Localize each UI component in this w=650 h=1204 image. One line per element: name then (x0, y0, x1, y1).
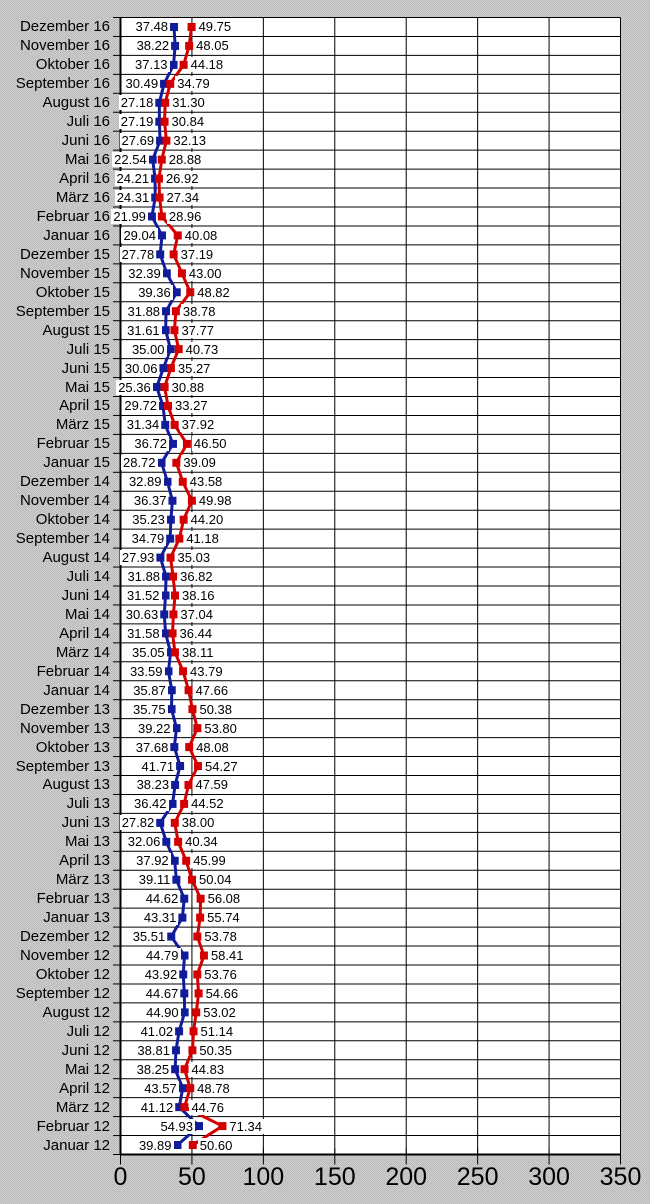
series-2-red-marker (165, 402, 172, 409)
category-label: Juli 16 (66, 113, 110, 131)
series-1-blue-marker (168, 706, 175, 713)
category-label: Januar 15 (43, 454, 110, 472)
series-2-red-marker (188, 497, 195, 504)
category-label: Februar 12 (36, 1117, 110, 1135)
series-2-red-marker (180, 516, 187, 523)
series-2-red-marker (175, 838, 182, 845)
series-2-red-marker (185, 781, 192, 788)
series-1-blue-value-label: 44.67 (145, 985, 179, 1001)
x-axis-label: 250 (456, 1163, 499, 1191)
series-2-red-marker (174, 232, 181, 239)
series-1-blue-value-label: 27.69 (121, 133, 155, 149)
category-label: Juni 12 (61, 1041, 110, 1059)
series-1-blue-value-label: 43.92 (144, 966, 178, 982)
series-1-blue-value-label: 28.72 (122, 455, 156, 471)
series-2-red-value-label: 38.00 (181, 815, 215, 831)
series-1-blue-value-label: 31.34 (126, 417, 160, 433)
series-1-blue-marker (173, 876, 180, 883)
category-label: Mai 16 (64, 151, 110, 169)
series-2-red-value-label: 38.78 (182, 303, 216, 319)
category-label: Januar 14 (43, 681, 110, 699)
category-label: Mai 13 (64, 833, 110, 851)
category-label: Dezember 15 (19, 245, 110, 263)
category-label: Juli 15 (66, 340, 110, 358)
category-label: September 12 (15, 984, 110, 1002)
series-2-red-value-label: 40.34 (185, 834, 218, 850)
series-1-blue-marker (158, 459, 165, 466)
series-2-red-marker (158, 213, 165, 220)
category-label: Oktober 12 (35, 965, 110, 983)
series-1-blue-value-label: 39.36 (138, 284, 171, 300)
category-label: Februar 16 (36, 207, 110, 225)
series-2-red-value-label: 50.60 (199, 1137, 233, 1153)
series-2-red-value-label: 39.09 (183, 455, 216, 471)
category-label: Dezember 14 (19, 473, 110, 491)
series-2-red-marker (170, 573, 177, 580)
series-1-blue-value-label: 44.62 (145, 891, 179, 907)
series-2-red-marker (183, 857, 190, 864)
series-1-blue-marker (181, 1009, 188, 1016)
series-1-blue-marker (153, 384, 160, 391)
series-1-blue-marker (157, 251, 164, 258)
series-2-red-value-label: 37.04 (180, 606, 213, 622)
category-label: März 16 (55, 189, 110, 207)
series-1-blue-value-label: 27.78 (121, 246, 155, 262)
series-1-blue-marker (162, 421, 169, 428)
series-2-red-value-label: 49.75 (198, 19, 232, 35)
series-2-red-value-label: 41.18 (186, 531, 219, 547)
series-2-red-value-label: 44.20 (190, 512, 224, 528)
series-1-blue-marker (179, 1085, 186, 1092)
series-1-blue-value-label: 37.68 (135, 739, 169, 755)
series-2-red-marker (162, 99, 169, 106)
category-label: August 12 (42, 1003, 110, 1021)
series-1-blue-marker (180, 971, 187, 978)
series-1-blue-value-label: 39.22 (137, 720, 171, 736)
series-1-blue-marker (172, 42, 179, 49)
series-1-blue-value-label: 31.88 (127, 303, 161, 319)
series-2-red-value-label: 40.73 (185, 341, 219, 357)
x-axis-label: 200 (385, 1163, 428, 1191)
category-label: Juni 14 (61, 586, 110, 604)
series-1-blue-marker (163, 838, 170, 845)
series-2-red-marker (175, 346, 182, 353)
series-1-blue-marker (181, 895, 188, 902)
series-2-red-marker (200, 952, 207, 959)
series-2-red-value-label: 46.50 (193, 436, 227, 452)
series-2-red-value-label: 53.78 (204, 929, 237, 945)
series-2-red-value-label: 53.80 (204, 720, 237, 736)
series-1-blue-value-label: 41.02 (140, 1023, 174, 1039)
category-label: Mai 15 (64, 378, 110, 396)
series-2-red-marker (156, 194, 163, 201)
category-label: November 13 (19, 719, 110, 737)
series-1-blue-value-label: 43.31 (143, 910, 177, 926)
series-1-blue-value-label: 29.04 (123, 227, 156, 243)
series-2-red-value-label: 38.11 (181, 644, 214, 660)
series-1-blue-marker (177, 763, 184, 770)
category-label: März 12 (55, 1098, 110, 1116)
category-label: September 15 (15, 302, 110, 320)
category-label: April 12 (59, 1079, 110, 1097)
series-2-red-value-label: 35.03 (177, 550, 211, 566)
series-2-red-value-label: 56.08 (207, 891, 241, 907)
category-label: Dezember 12 (19, 928, 110, 946)
series-1-blue-value-label: 27.18 (120, 95, 154, 111)
series-2-red-value-label: 49.98 (198, 493, 232, 509)
series-2-red-marker (173, 459, 180, 466)
series-1-blue-value-label: 32.39 (128, 265, 161, 281)
category-label: Januar 12 (43, 1136, 110, 1154)
series-2-red-marker (189, 1142, 196, 1149)
series-1-blue-marker (181, 990, 188, 997)
series-1-blue-marker (165, 668, 172, 675)
series-2-red-marker (167, 80, 174, 87)
series-2-red-marker (183, 440, 190, 447)
category-label: April 13 (59, 852, 110, 870)
category-label: Januar 13 (43, 909, 110, 927)
x-axis-label: 350 (599, 1163, 642, 1191)
series-1-blue-value-label: 37.13 (135, 57, 168, 73)
series-1-blue-value-label: 35.87 (133, 682, 166, 698)
series-2-red-value-label: 44.83 (191, 1061, 225, 1077)
series-1-blue-marker (163, 308, 170, 315)
category-label: Februar 15 (36, 435, 110, 453)
series-2-red-marker (181, 800, 188, 807)
series-2-red-marker (161, 118, 168, 125)
series-1-blue-value-label: 39.11 (138, 872, 171, 888)
series-1-blue-marker (172, 1066, 179, 1073)
series-2-red-value-label: 43.79 (190, 663, 223, 679)
series-2-red-value-label: 43.00 (188, 265, 222, 281)
series-1-blue-value-label: 44.90 (146, 1004, 179, 1020)
series-1-blue-marker (162, 630, 169, 637)
series-2-red-value-label: 50.35 (199, 1042, 232, 1058)
series-2-red-value-label: 51.14 (200, 1023, 234, 1039)
series-2-red-marker (169, 630, 176, 637)
series-1-blue-value-label: 25.36 (118, 379, 151, 395)
series-1-blue-value-label: 39.89 (138, 1137, 172, 1153)
series-1-blue-value-label: 31.52 (126, 587, 160, 603)
category-label: November 14 (19, 492, 110, 510)
series-2-red-value-label: 44.52 (191, 796, 224, 812)
series-2-red-marker (189, 706, 196, 713)
category-label: Oktober 15 (35, 283, 110, 301)
category-label: September 14 (15, 530, 110, 548)
series-2-red-marker (180, 61, 187, 68)
series-1-blue-marker (179, 914, 186, 921)
category-label: Oktober 16 (35, 56, 110, 74)
series-2-red-value-label: 36.44 (179, 625, 213, 641)
series-2-red-marker (195, 990, 202, 997)
series-2-red-value-label: 37.77 (181, 322, 214, 338)
category-label: Februar 14 (36, 662, 110, 680)
series-2-red-marker (188, 23, 195, 30)
category-label: Juni 16 (61, 132, 110, 150)
series-2-red-value-label: 44.18 (190, 57, 224, 73)
series-2-red-marker (187, 1085, 194, 1092)
category-label: März 15 (55, 416, 110, 434)
series-2-red-marker (193, 1009, 200, 1016)
series-1-blue-value-label: 27.93 (121, 550, 155, 566)
series-1-blue-marker (160, 365, 167, 372)
series-1-blue-marker (173, 289, 180, 296)
series-2-red-marker (167, 365, 174, 372)
series-2-red-value-label: 32.13 (173, 133, 206, 149)
category-label: August 16 (42, 94, 110, 112)
series-2-red-value-label: 50.38 (199, 701, 233, 717)
category-label: September 13 (15, 757, 110, 775)
series-1-blue-marker (181, 952, 188, 959)
series-1-blue-marker (172, 1047, 179, 1054)
category-label: Dezember 16 (19, 18, 110, 36)
x-axis-label: 100 (242, 1163, 285, 1191)
series-2-red-value-label: 40.08 (184, 227, 218, 243)
series-2-red-marker (158, 156, 165, 163)
series-1-blue-value-label: 38.25 (136, 1061, 170, 1077)
category-label: Juli 14 (66, 568, 110, 586)
series-1-blue-value-label: 35.23 (132, 512, 165, 528)
series-1-blue-marker (168, 687, 175, 694)
series-1-blue-value-label: 21.99 (113, 208, 146, 224)
category-label: Juni 15 (61, 359, 110, 377)
series-1-blue-value-label: 37.48 (135, 19, 169, 35)
series-2-red-value-label: 28.96 (168, 208, 202, 224)
series-2-red-value-label: 54.66 (205, 985, 239, 1001)
series-1-blue-marker (164, 478, 171, 485)
series-1-blue-marker (163, 270, 170, 277)
category-label: April 16 (59, 170, 110, 188)
series-1-blue-value-label: 41.12 (140, 1099, 174, 1115)
category-label: Mai 14 (64, 605, 110, 623)
series-1-blue-value-label: 54.93 (160, 1118, 193, 1134)
series-1-blue-value-label: 35.00 (131, 341, 165, 357)
series-2-red-marker (195, 763, 202, 770)
x-axis-label: 0 (113, 1163, 128, 1191)
x-axis-label: 50 (178, 1163, 206, 1191)
series-1-blue-value-label: 32.89 (128, 474, 162, 490)
series-1-blue-marker (168, 933, 175, 940)
category-label: März 14 (55, 643, 110, 661)
series-2-red-value-label: 44.76 (191, 1099, 224, 1115)
series-2-red-value-label: 26.92 (165, 171, 199, 187)
category-label: Juli 13 (66, 795, 110, 813)
series-1-blue-marker (149, 156, 156, 163)
series-1-blue-marker (171, 857, 178, 864)
category-label: August 14 (42, 549, 110, 567)
x-axis-label: 150 (313, 1163, 356, 1191)
series-2-red-marker (170, 611, 177, 618)
x-axis-label: 300 (528, 1163, 570, 1191)
series-2-red-marker (185, 687, 192, 694)
category-label: September 16 (15, 75, 110, 93)
series-1-blue-value-label: 36.42 (133, 796, 167, 812)
series-2-red-marker (190, 1028, 197, 1035)
series-1-blue-marker (161, 611, 168, 618)
series-2-red-value-label: 47.66 (195, 682, 229, 698)
category-label: Februar 13 (36, 890, 110, 908)
series-1-blue-marker (162, 592, 169, 599)
series-2-red-value-label: 28.88 (168, 152, 202, 168)
series-1-blue-marker (162, 327, 169, 334)
category-label: April 14 (59, 624, 110, 642)
series-1-blue-value-label: 41.71 (141, 758, 175, 774)
series-2-red-marker (194, 971, 201, 978)
series-1-blue-marker (169, 440, 176, 447)
series-2-red-value-label: 37.92 (181, 417, 215, 433)
series-2-red-value-label: 30.84 (171, 114, 205, 130)
series-2-red-marker (186, 744, 193, 751)
series-1-blue-marker (157, 819, 164, 826)
series-1-blue-marker (195, 1123, 202, 1130)
series-2-red-value-label: 48.08 (196, 739, 229, 755)
series-1-blue-value-label: 31.88 (127, 569, 161, 585)
series-2-red-marker (172, 592, 179, 599)
category-label: April 15 (59, 397, 110, 415)
series-1-blue-value-label: 35.51 (132, 929, 166, 945)
series-2-red-marker (161, 384, 168, 391)
series-2-red-marker (181, 1104, 188, 1111)
series-2-red-marker (179, 478, 186, 485)
series-2-red-value-label: 71.34 (229, 1118, 262, 1134)
series-1-blue-marker (172, 781, 179, 788)
series-1-blue-value-label: 35.75 (133, 701, 166, 717)
series-1-blue-value-label: 38.22 (136, 38, 170, 54)
series-2-red-marker (189, 1047, 196, 1054)
series-1-blue-marker (157, 554, 164, 561)
series-2-red-value-label: 36.82 (180, 569, 213, 585)
category-label: Juli 12 (66, 1022, 110, 1040)
series-2-red-marker (167, 554, 174, 561)
series-1-blue-value-label: 30.49 (125, 76, 159, 92)
category-label: August 15 (42, 321, 110, 339)
series-1-blue-value-label: 37.92 (136, 853, 169, 869)
series-2-red-value-label: 48.78 (197, 1080, 230, 1096)
series-1-blue-marker (169, 497, 176, 504)
series-1-blue-value-label: 35.05 (132, 644, 165, 660)
series-1-blue-marker (167, 516, 174, 523)
series-2-red-value-label: 35.27 (177, 360, 211, 376)
series-1-blue-value-label: 38.23 (136, 777, 170, 793)
series-1-blue-marker (173, 725, 180, 732)
series-1-blue-value-label: 38.81 (137, 1042, 170, 1058)
series-2-red-marker (197, 914, 204, 921)
series-2-red-value-label: 45.99 (193, 853, 226, 869)
series-1-blue-value-label: 44.79 (145, 948, 179, 964)
series-2-red-marker (187, 289, 194, 296)
series-2-red-marker (171, 421, 178, 428)
category-label: März 13 (55, 871, 110, 889)
series-2-red-value-label: 54.27 (205, 758, 238, 774)
category-label: November 16 (19, 37, 110, 55)
series-2-red-marker (176, 535, 183, 542)
series-2-red-value-label: 31.30 (172, 95, 205, 111)
series-2-red-marker (180, 668, 187, 675)
series-1-blue-value-label: 31.58 (127, 625, 160, 641)
series-2-red-value-label: 47.59 (195, 777, 229, 793)
series-2-red-marker (155, 175, 162, 182)
category-label: Juni 13 (61, 814, 110, 832)
series-2-red-value-label: 33.27 (175, 398, 208, 414)
series-1-blue-value-label: 33.59 (129, 663, 163, 679)
series-1-blue-marker (174, 1142, 181, 1149)
category-label: August 13 (42, 776, 110, 794)
series-2-red-marker (171, 649, 178, 656)
series-1-blue-value-label: 32.06 (127, 834, 161, 850)
category-label: Oktober 13 (35, 738, 110, 756)
series-1-blue-value-label: 43.57 (144, 1080, 177, 1096)
series-2-red-marker (171, 327, 178, 334)
category-label: Oktober 14 (35, 511, 110, 529)
series-1-blue-value-label: 29.72 (124, 398, 157, 414)
series-2-red-value-label: 53.02 (203, 1004, 236, 1020)
series-1-blue-value-label: 27.82 (121, 815, 155, 831)
series-2-red-marker (186, 42, 193, 49)
series-1-blue-marker (176, 1028, 183, 1035)
category-label: Mai 12 (64, 1060, 110, 1078)
series-1-blue-marker (163, 573, 170, 580)
series-2-red-marker (172, 308, 179, 315)
series-1-blue-marker (171, 23, 178, 30)
series-1-blue-marker (169, 800, 176, 807)
series-2-red-marker (197, 895, 204, 902)
series-1-blue-value-label: 30.06 (124, 360, 158, 376)
series-2-red-marker (188, 876, 195, 883)
category-label: Dezember 13 (19, 700, 110, 718)
series-2-red-marker (170, 251, 177, 258)
series-2-red-value-label: 30.88 (171, 379, 205, 395)
series-1-blue-value-label: 22.54 (114, 152, 147, 168)
series-2-red-value-label: 37.19 (180, 246, 214, 262)
series-1-blue-value-label: 27.19 (120, 114, 154, 130)
series-2-red-value-label: 38.16 (182, 587, 215, 603)
series-2-red-marker (181, 1066, 188, 1073)
series-2-red-value-label: 48.82 (197, 284, 230, 300)
series-1-blue-value-label: 24.31 (116, 190, 150, 206)
series-2-red-marker (194, 933, 201, 940)
category-label: November 15 (19, 264, 110, 282)
series-1-blue-marker (170, 61, 177, 68)
series-2-red-marker (178, 270, 185, 277)
series-1-blue-value-label: 24.21 (116, 171, 150, 187)
series-2-red-value-label: 55.74 (207, 910, 240, 926)
series-2-red-marker (171, 819, 178, 826)
series-2-red-value-label: 27.34 (166, 190, 200, 206)
series-1-blue-value-label: 36.72 (134, 436, 167, 452)
series-1-blue-value-label: 36.37 (133, 493, 167, 509)
series-2-red-marker (194, 725, 201, 732)
series-2-red-marker (219, 1123, 226, 1130)
series-1-blue-marker (167, 346, 174, 353)
series-2-red-value-label: 58.41 (210, 948, 244, 964)
series-1-blue-value-label: 30.63 (125, 606, 159, 622)
category-label: November 12 (19, 947, 110, 965)
category-label: Januar 16 (43, 226, 110, 244)
series-1-blue-value-label: 34.79 (131, 531, 165, 547)
series-2-red-value-label: 43.58 (189, 474, 223, 490)
series-2-red-value-label: 53.76 (204, 966, 237, 982)
series-2-red-value-label: 34.79 (177, 76, 210, 92)
series-1-blue-marker (167, 535, 174, 542)
series-1-blue-marker (158, 232, 165, 239)
series-2-red-marker (163, 137, 170, 144)
series-1-blue-marker (171, 744, 178, 751)
series-1-blue-marker (148, 213, 155, 220)
series-1-blue-value-label: 31.61 (127, 322, 160, 338)
series-2-red-value-label: 50.04 (198, 872, 232, 888)
series-2-red-value-label: 48.05 (196, 38, 229, 54)
